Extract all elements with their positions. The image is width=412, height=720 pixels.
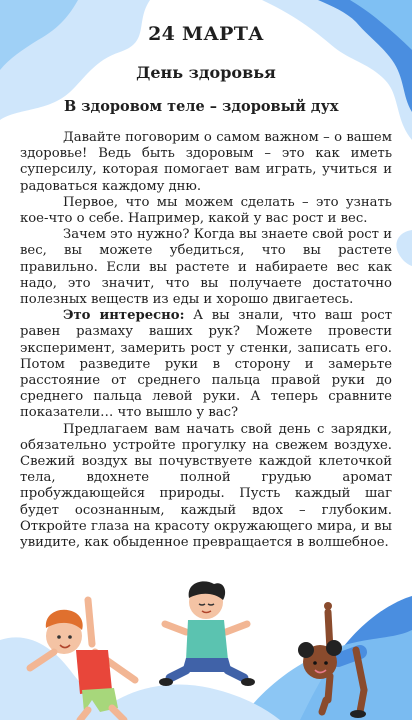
paragraph: Предлагаем вам начать свой день с зарядки, обязательно устройте прогулку на свежем воздухе. Свежий воздух вы почувствуете каждой клеточкой тела, вдохнете полной грудью аромат пробуждающейся природы. Пусть каждый шаг будет осознанным, каждый вдох – глубоким. Откройте глаза на красоту окружающего мира, и вы увидите, как обыденное превращается в волшебное. bbox=[20, 421, 392, 551]
page-subtitle: В здоровом теле – здоровый дух bbox=[64, 98, 339, 115]
paragraph: Первое, что мы можем сделать – это узнать кое-что о себе. Например, какой у вас рост и вес. bbox=[20, 194, 392, 227]
page-title: День здоровья bbox=[136, 63, 276, 82]
child-bending-icon bbox=[298, 602, 366, 718]
page-date: 24 МАРТА bbox=[148, 23, 264, 45]
interesting-label: Это интересно: bbox=[63, 308, 185, 324]
interesting-text: А вы знали, что ваш рост равен размаху ваших рук? Можете провести эксперимент, замерить рост у стенки, записать его. Потом разведите руки в сторону и замерьте расстояние от среднего пальца правой руки до среднего пальца левой руки. А теперь сравните показатели… что вышло у вас? bbox=[20, 308, 392, 421]
child-stretching-icon bbox=[30, 600, 135, 720]
child-meditating-icon bbox=[159, 581, 255, 686]
paragraph: Давайте поговорим о самом важном – о вашем здоровье! Ведь быть здоровым – это как иметь суперсилу, которая помогает вам играть, учиться и радоваться каждому дню. bbox=[20, 130, 392, 194]
paragraph: Зачем это нужно? Когда вы знаете свой рост и вес, вы можете убедиться, что вы растете правильно. Если вы растете и набираете вес как надо, это значит, что вы получаете достаточно полезных веществ из еды и хорошо двигаетесь. bbox=[20, 227, 392, 308]
